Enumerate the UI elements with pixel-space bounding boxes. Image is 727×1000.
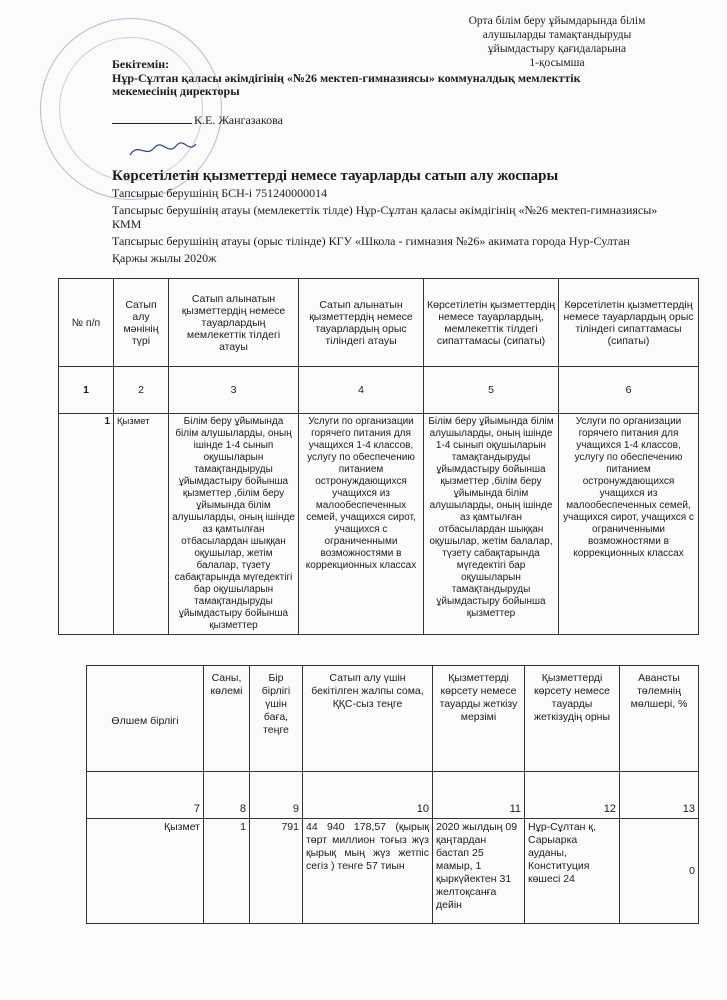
customer-bin: Тапсырыс берушінің БСН-і 751240000014 bbox=[112, 186, 328, 200]
column-number: 8 bbox=[204, 772, 250, 819]
unit-price: 791 bbox=[250, 819, 303, 924]
annex-line: алушыларды тамақтандыруды bbox=[482, 29, 632, 41]
header-cell: Қызметтерді көрсету немесе тауарды жеткізудің орны bbox=[525, 666, 620, 772]
item-name-ru: Услуги по организации горячего питания для учащихся 1-4 классов, услугу по обеспечению питанием остронуждающихся учащихся из малообеспеченных семей, учащихся сирот, учащихся с ограниченными возможностями в коррекционных классах bbox=[299, 414, 424, 635]
annex-line: ұйымдастыру қағидаларына bbox=[487, 43, 627, 55]
column-number: 11 bbox=[433, 772, 525, 819]
document-title: Көрсетілетін қызметтерді немесе тауарларды сатып алу жоспары bbox=[112, 168, 559, 184]
annex-line: Орта білім беру ұйымдарында білім bbox=[468, 15, 646, 27]
column-number: 6 bbox=[559, 367, 699, 414]
customer-info bbox=[112, 186, 682, 268]
approval-block bbox=[112, 58, 581, 127]
column-number: 7 bbox=[87, 772, 204, 819]
approval-org-2: мекемесінің директоры bbox=[112, 84, 240, 98]
header-cell: Сатып алу мәнінің түрі bbox=[114, 279, 169, 367]
header-cell: Қызметтерді көрсету немесе тауарды жеткізу мерзімі bbox=[433, 666, 525, 772]
signature-line bbox=[112, 123, 192, 124]
header-cell: Саны, көлемі bbox=[204, 666, 250, 772]
table-row bbox=[59, 414, 699, 635]
table-row bbox=[87, 819, 699, 924]
total-amount: 44 940 178,57 (қырық төрт миллион тоғыз жүз қырық мың жүз жетпіс сегіз ) тенге 57 тиын bbox=[303, 819, 433, 924]
column-number: 9 bbox=[250, 772, 303, 819]
approval-org: Нұр-Сұлтан қаласы әкімдігінің «№26 мектеп-гимназиясы» коммуналдық мемлекттік bbox=[112, 70, 581, 85]
column-number: 10 bbox=[303, 772, 433, 819]
customer-name-kz: Тапсырыс берушінің атауы (мемлекеттік тілде) Нұр-Сұлтан қаласы әкімдігінің «№26 мектеп-гимназиясы» bbox=[112, 203, 658, 217]
approval-label: Бекітемін: bbox=[112, 57, 170, 71]
column-number: 5 bbox=[424, 367, 559, 414]
header-cell: Сатып алынатын қызметтердің немесе тауарлардың мемлекеттік тілдегі атауы bbox=[169, 279, 299, 367]
annex-line: 1-қосымша bbox=[529, 57, 585, 69]
column-number: 3 bbox=[169, 367, 299, 414]
column-number: 2 bbox=[114, 367, 169, 414]
header-cell: Сатып алу үшін бекітілген жалпы сома, ҚҚС-сыз теңге bbox=[303, 666, 433, 772]
procurement-table-part2 bbox=[86, 665, 699, 924]
procurement-type: Қызмет bbox=[114, 414, 169, 635]
header-cell: Сатып алынатын қызметтердің немесе тауарлардың орыс тіліндегі атауы bbox=[299, 279, 424, 367]
header-cell: Авансты төлемнің мөлшері, % bbox=[620, 666, 699, 772]
header-cell: Өлшем бірлігі bbox=[87, 666, 204, 772]
header-cell: Көрсетілетін қызметтердің немесе тауарлардың орыс тіліндегі сипаттамасы (сипаты) bbox=[559, 279, 699, 367]
column-number: 12 bbox=[525, 772, 620, 819]
item-description-kz: Білім беру ұйымында білім алушыларды, оның ішінде 1-4 сынып оқушыларын тамақтандыруды ұйымдастыру бойынша қызметтер ,білім беру ұйымында білім алушыларды, оның ішінде аз қамтылған отбасылардан шыққан оқушылар, жетім балалар, түзету сабақтарында мүгедектігі бар оқушыларын тамақтандыруды ұйымдастыру бойынша қызметтер bbox=[424, 414, 559, 635]
advance-percent: 0 bbox=[620, 819, 699, 924]
unit-of-measure: Қызмет bbox=[87, 819, 204, 924]
delivery-place: Нұр-Сұлтан қ, Сарыарка ауданы, Конституция көшесі 24 bbox=[525, 819, 620, 924]
signature bbox=[128, 140, 198, 160]
header-cell: Көрсетілетін қызметтердің немесе тауарлардың, мемлекеттік тілдегі сипаттамасы (сипаты) bbox=[424, 279, 559, 367]
item-description-ru: Услуги по организации горячего питания для учащихся 1-4 классов, услугу по обеспечению питанием остронуждающихся учащихся из малообеспеченных семей, учащихся сирот, учащихся с ограниченными возможностями в коррекционных классах bbox=[559, 414, 699, 635]
column-number: 4 bbox=[299, 367, 424, 414]
header-cell: Бір бірлігі үшін баға, теңге bbox=[250, 666, 303, 772]
signatory-name: К.Е. Жангазакова bbox=[194, 112, 283, 127]
customer-name-ru: Тапсырыс берушінің атауы (орыс тілінде) КГУ «Школа - гимназия №26» акимата города Нур-Султан bbox=[112, 234, 630, 248]
fiscal-year: Қаржы жылы 2020ж bbox=[112, 251, 217, 265]
row-number: 1 bbox=[59, 414, 114, 635]
column-number: 1 bbox=[59, 367, 114, 414]
header-cell: № п/п bbox=[59, 279, 114, 367]
procurement-table-part1 bbox=[58, 278, 699, 635]
quantity: 1 bbox=[204, 819, 250, 924]
delivery-term: 2020 жылдың 09 қаңтардан бастап 25 мамыр, 1 қыркүйектен 31 желтоқсанға дейін bbox=[433, 819, 525, 924]
customer-name-kz-2: КММ bbox=[112, 217, 142, 231]
column-number: 13 bbox=[620, 772, 699, 819]
item-name-kz: Білім беру ұйымында білім алушыларды, оның ішінде 1-4 сынып оқушыларын тамақтандыруды ұйымдастыру бойынша қызметтер ,білім беру ұйымында білім алушыларды, оның ішінде аз қамтылған отбасылардан шыққан оқушылар, жетім балалар, түзету сабақтарында мүгедектігі бар оқушыларын тамақтандыруды ұйымдастыру бойынша қызметтер bbox=[169, 414, 299, 635]
